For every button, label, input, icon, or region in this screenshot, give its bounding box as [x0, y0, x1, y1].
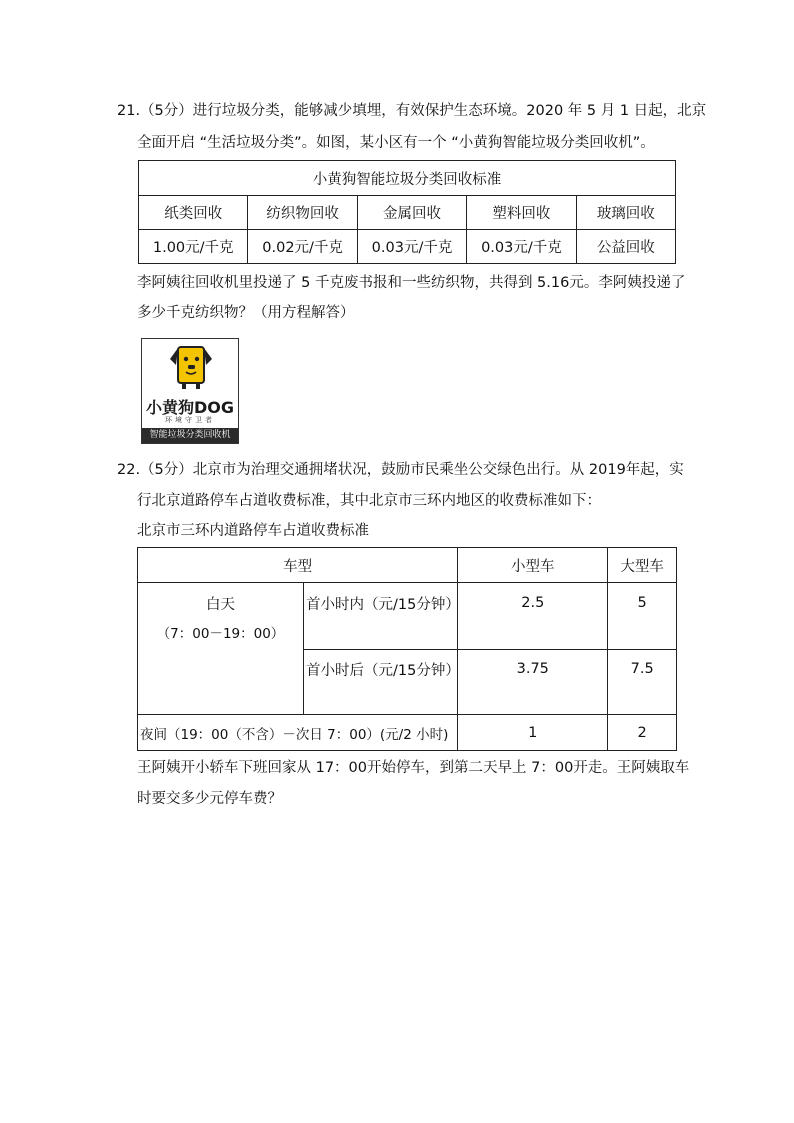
daytime-range: （7：00－19：00）	[156, 626, 285, 642]
header-large-car: 大型车	[608, 548, 677, 583]
header-textile: 纺织物回收	[248, 196, 357, 230]
q21-text-line-2: 全面开启 “生活垃圾分类”。如图，某小区有一个 “小黄狗智能垃圾分类回收机”。	[137, 135, 655, 151]
logo-subtitle: 环境守卫者	[165, 416, 215, 424]
night-rate-label: 夜间（19：00（不含）－次日 7：00）(元/2 小时)	[138, 715, 458, 751]
daytime-label: 白天	[206, 597, 235, 613]
night-large: 2	[608, 715, 677, 751]
value-glass: 公益回收	[576, 230, 675, 264]
first-hour-rate-label: 首小时内（元/15分钟）	[304, 583, 458, 650]
recycling-table-title: 小黄狗智能垃圾分类回收标准	[139, 161, 676, 196]
header-plastic: 塑料回收	[467, 196, 576, 230]
header-glass: 玻璃回收	[576, 196, 675, 230]
first-hour-large: 5	[608, 583, 677, 650]
header-vehicle-type: 车型	[138, 548, 458, 583]
header-small-car: 小型车	[458, 548, 608, 583]
value-paper: 1.00元/千克	[139, 230, 248, 264]
header-metal: 金属回收	[357, 196, 466, 230]
parking-fee-table	[137, 547, 677, 751]
logo-brand-text: 小黄狗DOG	[145, 398, 235, 417]
night-small: 1	[458, 715, 608, 751]
q22-text-line-1: 22.（5分）北京市为治理交通拥堵状况，鼓励市民乘坐公交绿色出行。从 2019年起，实	[117, 462, 684, 478]
q22-text-line-3: 王阿姨开小轿车下班回家从 17：00开始停车，到第二天早上 7：00开走。王阿姨取车	[137, 760, 690, 776]
daytime-cell	[138, 583, 304, 715]
yellow-dog-logo	[141, 338, 239, 444]
after-hour-large: 7.5	[608, 650, 677, 715]
header-paper: 纸类回收	[139, 196, 248, 230]
q21-text-line-1: 21.（5分）进行垃圾分类，能够减少填埋，有效保护生态环境。2020 年 5 月 1 日起，北京	[117, 103, 707, 119]
after-hour-rate-label: 首小时后（元/15分钟）	[304, 650, 458, 715]
value-textile: 0.02元/千克	[248, 230, 357, 264]
dog-face-icon	[142, 339, 238, 399]
logo-bottom-bar: 智能垃圾分类回收机	[142, 428, 238, 443]
q21-text-line-4: 多少千克纺织物？（用方程解答）	[137, 305, 355, 321]
recycling-standard-table	[138, 160, 676, 264]
q22-table-caption: 北京市三环内道路停车占道收费标准	[137, 523, 369, 539]
value-metal: 0.03元/千克	[357, 230, 466, 264]
after-hour-small: 3.75	[458, 650, 608, 715]
q22-text-line-4: 时要交多少元停车费？	[137, 791, 282, 807]
value-plastic: 0.03元/千克	[467, 230, 576, 264]
first-hour-small: 2.5	[458, 583, 608, 650]
q21-text-line-3: 李阿姨往回收机里投递了 5 千克废书报和一些纺织物，共得到 5.16元。李阿姨投递了	[137, 275, 686, 291]
q22-text-line-2: 行北京道路停车占道收费标准，其中北京市三环内地区的收费标准如下：	[137, 493, 601, 509]
